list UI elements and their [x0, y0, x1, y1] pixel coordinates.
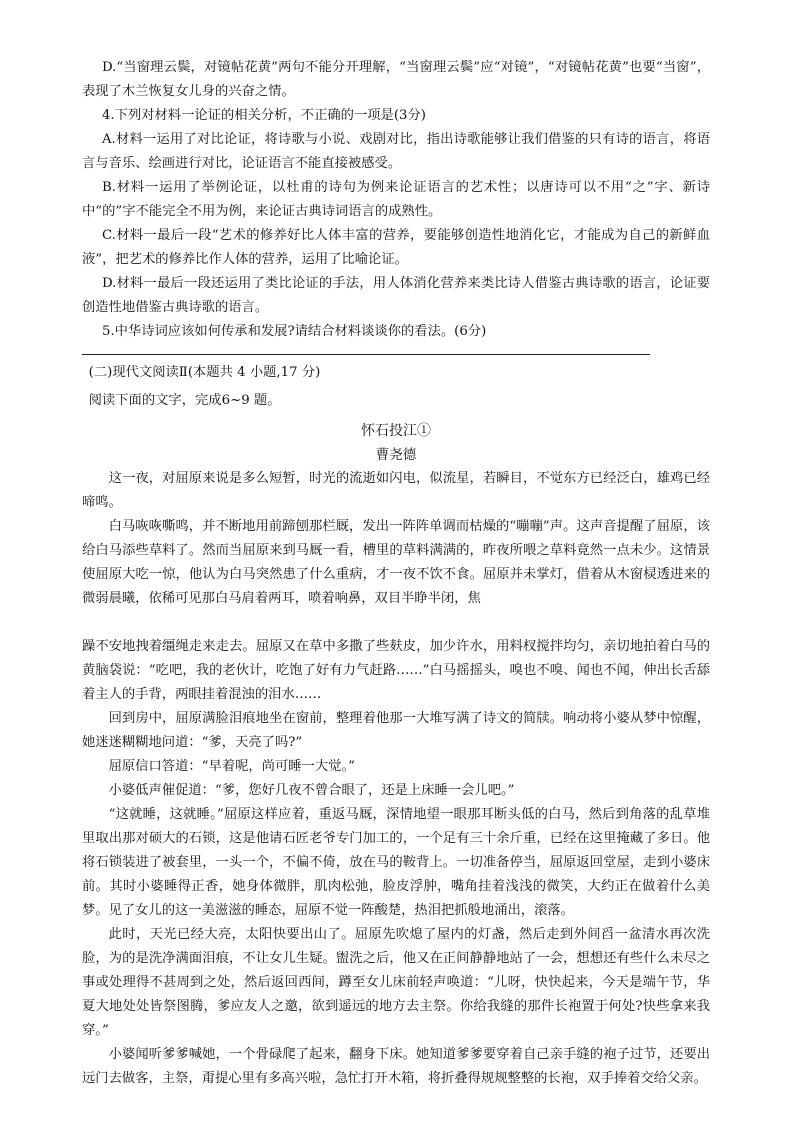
- story-title: 怀石投江①: [361, 423, 431, 439]
- story-paragraph: 白马咴咴嘶鸣，并不断地用前蹄刨那栏厩，发出一阵阵单调而枯燥的“嘣嘣”声。这声音提醒了屈原，该给白马添些草料了。然而当屈原来到马厩一看，槽里的草料满满的，昨夜所喂之草料竟然一点未少。这情景使屈原大吃一惊，他认为白马突然患了什么重病，才一夜不饮不食。屈原并未掌灯，借着从木窗棂透进来的微弱晨曦，依稀可见那白马肩着两耳，喷着响鼻，双目半睁半闭，焦: [82, 519, 710, 606]
- answer-line: [82, 354, 650, 355]
- question4-option-c: C.材料一最后一段“艺术的修养好比人体丰富的营养，要能够创造性地消化它，才能成为自己的新鲜血液”，把艺术的修养比作人体的营养，运用了比喻论证。: [82, 228, 710, 267]
- story-paragraph: 回到房中，屈原满脸泪痕地坐在窗前，整理着他那一大堆写满了诗文的简牍。响动将小婆从梦中惊醒，她迷迷糊糊地问道：“爹，天亮了吗?”: [82, 711, 710, 750]
- section-instruction: 阅读下面的文字，完成6~9 题。: [88, 393, 281, 408]
- story-paragraph: 此时，天光已经大亮，太阳快要出山了。屈原先吹熄了屋内的灯盏，然后走到外间舀一盆清水再次洗脸，为的是洗净满面泪痕，不让女儿生疑。盥洗之后，他又在正间静静地站了一会，想想还有些什么未尽之事或处理得不甚周到之处，然后返回西间，蹲至女儿床前轻声唤道：“儿呀，快快起来，今天是端午节，华夏大地处处皆祭图腾，爹应友人之邀，欲到遥远的地方去主祭。你给我缝的那件长袍置于何处?快些拿来我穿。”: [82, 927, 710, 1038]
- story-paragraph: 这一夜，对屈原来说是多么短暂，时光的流逝如闪电，似流星，若瞬目，不觉东方已经泛白，雄鸡已经啼鸣。: [82, 471, 710, 510]
- question4-option-b: B.材料一运用了举例论证，以杜甫的诗句为例来论证语言的艺术性；以唐诗可以不用“之”字、新诗中“的”字不能完全不用为例，来论证古典诗词语言的成熟性。: [82, 180, 710, 219]
- question4-stem: 4.下列对材料一论证的相关分析，不正确的一项是(3分): [101, 108, 426, 123]
- story-paragraph: 小婆低声催促道：“爹，您好几夜不曾合眼了，还是上床睡一会儿吧。”: [108, 783, 515, 798]
- question3-option-d: D.“当窗理云鬓，对镜帖花黄”两句不能分开理解，“当窗理云鬓”应“对镜”，“对镜帖花黄”也要“当窗”，表现了木兰恢复女儿身的兴奋之情。: [82, 60, 710, 99]
- question4-option-d: D.材料一最后一段还运用了类比论证的手法，用人体消化营养来类比诗人借鉴古典诗歌的语言，论证要创造性地借鉴古典诗歌的语言。: [82, 276, 710, 315]
- page-gap: [82, 611, 710, 635]
- story-paragraph: “这就睡，这就睡。”屈原这样应着，重返马厩，深情地望一眼那耳断头低的白马，然后到角落的乱草堆里取出那对硕大的石锁，这是他请石匠老爷专门加工的，一个足有三十余斤重，已经在这里掩藏了多日。他将石锁装进了被套里，一头一个，不偏不倚，放在马的鞍背上。一切准备停当，屈原返回堂屋，走到小婆床前。其时小婆睡得正香，她身体微胖，肌肉松弛，脸皮浮肿，嘴角挂着浅浅的微笑，大约正在做着什么美梦。见了女儿的这一美滋滋的睡态，屈原不觉一阵酸楚，热泪把抓般地涌出，滚落。: [82, 807, 710, 918]
- question5-stem: 5.中华诗词应该如何传承和发展?请结合材料谈谈你的看法。(6分): [101, 324, 487, 339]
- question4-option-a: A.材料一运用了对比论证，将诗歌与小说、戏剧对比，指出诗歌能够让我们借鉴的只有诗的语言，将语言与音乐、绘画进行对比，论证语言不能直接被感受。: [82, 132, 710, 171]
- story-author: 曹尧德: [375, 447, 417, 463]
- document-page: [82, 56, 710, 1091]
- story-paragraph: 躁不安地拽着缰绳走来走去。屈原又在草中多撒了些麸皮，加少许水，用料杈搅拌均匀，亲切地拍着白马的黄脑袋说：“吃吧，我的老伙计，吃饱了好有力气赶路……”白马摇摇头，嗅也不嗅、闻也不闻，伸出长舌舔着主人的手背，两眼挂着混浊的泪水……: [82, 639, 710, 702]
- story-paragraph: 小婆闻听爹爹喊她，一个骨碌爬了起来，翻身下床。她知道爹爹要穿着自己亲手缝的袍子过节，还要出远门去做客，主祭，甭提心里有多高兴啦，急忙打开木箱，将折叠得规规整整的长袍，双手捧着交给父亲。: [82, 1047, 710, 1086]
- section-heading: (二)现代文阅读Ⅱ(本题共 4 小题,17 分): [88, 365, 321, 380]
- story-paragraph: 屈原信口答道：“早着呢，尚可睡一大觉。”: [108, 759, 355, 774]
